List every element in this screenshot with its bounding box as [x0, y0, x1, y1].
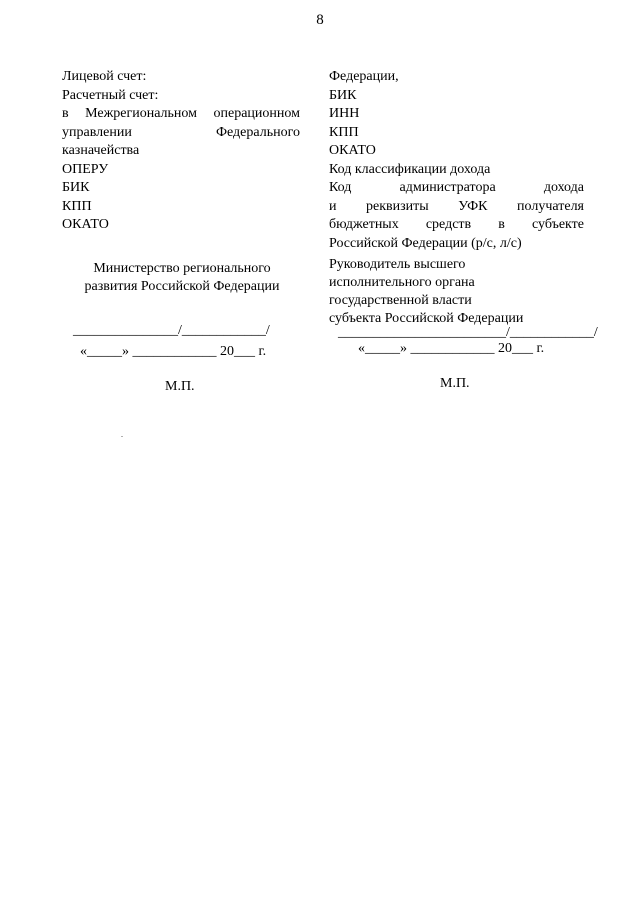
admin-code-line-4: Российской Федерации (р/с, л/с) [329, 235, 522, 251]
personal-account-label: Лицевой счет: [62, 69, 147, 84]
operu-label: ОПЕРУ [62, 161, 109, 177]
head-line-1: Руководитель высшего [329, 257, 466, 272]
right-signature-line: ________________________/____________/ [338, 325, 598, 340]
inn-label: ИНН [329, 106, 360, 121]
head-line-2: исполнительного органа [329, 275, 475, 290]
right-signatory [329, 256, 589, 328]
okato-label: ОКАТО [62, 217, 109, 232]
bank-name-line-3: казначейства [62, 143, 140, 158]
kpp-label-right: КПП [329, 124, 359, 140]
bank-name-line-1: в Межрегиональном операционном [62, 106, 300, 121]
income-code-label: Код классификации дохода [329, 161, 491, 177]
admin-code-line-2: и реквизиты УФК получателя [329, 198, 584, 214]
ministry-line-2: развития Российской Федерации [84, 279, 280, 294]
left-requisites [62, 68, 300, 235]
head-line-3: государственной власти [329, 293, 472, 308]
left-signature-line: _______________/____________/ [73, 323, 270, 338]
left-stamp-place: М.П. [165, 379, 195, 394]
okato-label-right: ОКАТО [329, 143, 376, 158]
left-date-line: «_____» ____________ 20___ г. [80, 344, 267, 359]
settlement-account-label: Расчетный счет: [62, 87, 159, 103]
right-stamp-place: М.П. [440, 376, 470, 391]
kpp-label: КПП [62, 198, 92, 214]
federation-label: Федерации, [329, 69, 399, 84]
bank-name-line-2: управлении Федерального [62, 124, 300, 140]
right-date-line: «_____» ____________ 20___ г. [358, 341, 545, 356]
left-signatory [62, 260, 302, 296]
bik-label: БИК [62, 180, 90, 195]
ministry-line-1: Министерство регионального [93, 261, 271, 276]
bik-label-right: БИК [329, 87, 357, 103]
head-line-4: субъекта Российской Федерации [329, 311, 524, 326]
page-number: 8 [316, 12, 324, 28]
admin-code-line-1: Код администратора дохода [329, 180, 584, 195]
scan-speck [121, 436, 123, 437]
admin-code-line-3: бюджетных средств в субъекте [329, 217, 584, 232]
right-requisites [329, 68, 584, 253]
